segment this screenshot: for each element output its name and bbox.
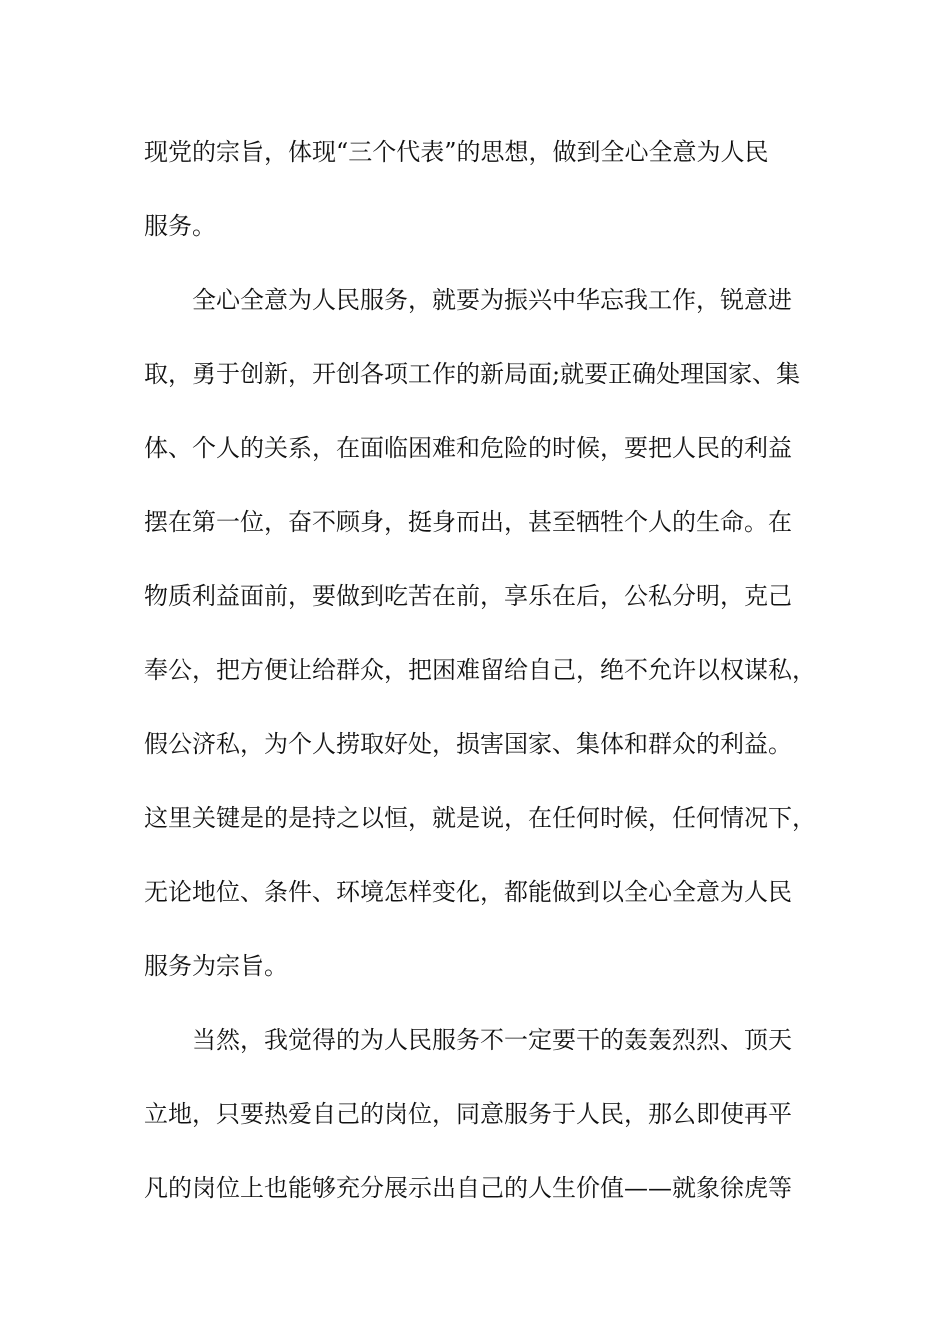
text-line: 假公济私，为个人捞取好处，损害国家、集体和群众的利益。 bbox=[144, 730, 792, 758]
text-line: 服务。 bbox=[144, 212, 216, 240]
text-line-paragraph-start: 当然，我觉得的为人民服务不一定要干的轰轰烈烈、顶天 bbox=[192, 1026, 792, 1054]
text-line: 立地，只要热爱自己的岗位，同意服务于人民，那么即使再平 bbox=[144, 1100, 792, 1128]
text-line: 无论地位、条件、环境怎样变化，都能做到以全心全意为人民 bbox=[144, 878, 792, 906]
text-line: 奉公，把方便让给群众，把困难留给自己，绝不允许以权谋私， bbox=[144, 656, 816, 684]
text-line: 服务为宗旨。 bbox=[144, 952, 288, 980]
text-line: 凡的岗位上也能够充分展示出自己的人生价值——就象徐虎等 bbox=[144, 1174, 792, 1202]
text-line: 体、个人的关系，在面临困难和危险的时候，要把人民的利益 bbox=[144, 434, 792, 462]
text-line: 现党的宗旨，体现“三个代表”的思想，做到全心全意为人民 bbox=[144, 138, 769, 166]
text-line: 取，勇于创新，开创各项工作的新局面;就要正确处理国家、集 bbox=[144, 360, 801, 388]
text-line: 物质利益面前，要做到吃苦在前，享乐在后，公私分明，克己 bbox=[144, 582, 792, 610]
text-line: 摆在第一位，奋不顾身，挺身而出，甚至牺牲个人的生命。在 bbox=[144, 508, 792, 536]
text-line-paragraph-start: 全心全意为人民服务，就要为振兴中华忘我工作，锐意进 bbox=[192, 286, 792, 314]
text-line: 这里关键是的是持之以恒，就是说，在任何时候，任何情况下， bbox=[144, 804, 816, 832]
body-text bbox=[144, 128, 824, 1238]
